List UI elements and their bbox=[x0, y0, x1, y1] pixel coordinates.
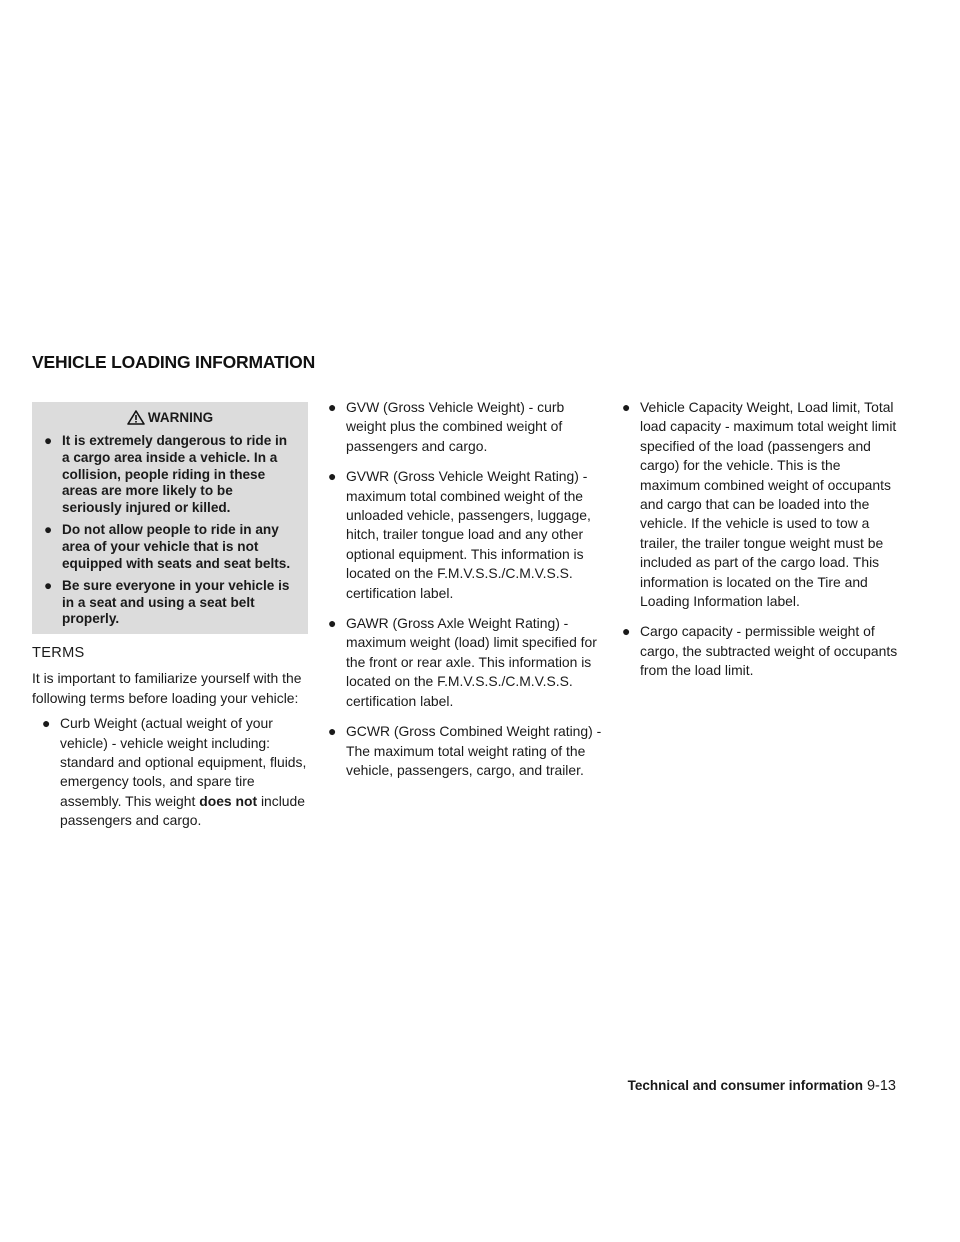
list-item bbox=[328, 614, 603, 711]
warning-item bbox=[44, 578, 296, 628]
warning-box bbox=[32, 402, 308, 634]
column-3 bbox=[622, 398, 900, 692]
list-item-text: GVWR (Gross Vehicle Weight Rating) - maximum total combined weight of the unloaded vehicle, passengers, luggage, hitch, trailer tongue load and any other optional equipment. This information is located on the F.M.V.S.S./C.M.V.S.S. certification label. bbox=[346, 468, 591, 601]
section-title: VEHICLE LOADING INFORMATION bbox=[32, 352, 316, 372]
column-1 bbox=[32, 398, 308, 842]
warning-item-text: Do not allow people to ride in any area of your vehicle that is not equipped with seats and seat belts. bbox=[62, 522, 291, 571]
curb-weight-text: Curb Weight (actual weight of your vehicle) - vehicle weight including: standard and optional equipment, fluids, emergency tools, and spare tire assembly. This weight bbox=[60, 715, 307, 809]
bullet: ● bbox=[328, 615, 337, 632]
bullet: ● bbox=[622, 399, 631, 415]
bullet: ● bbox=[328, 723, 337, 740]
bullet: ● bbox=[622, 623, 631, 640]
list-item-text: Vehicle Capacity Weight, Load limit, Total load capacity - maximum total weight limit specified of the load (passengers and cargo) for the vehicle. This is the maximum combined weight of occupants and cargo that can be loaded into the vehicle. If the vehicle is used to tow a trailer, the trailer tongue weight must be included as part of the cargo load. This information is located on the Tire and Loading Information label. bbox=[640, 399, 897, 610]
terms-heading: TERMS bbox=[32, 644, 85, 661]
list-item bbox=[622, 622, 900, 680]
list-item bbox=[622, 398, 900, 611]
warning-item bbox=[44, 433, 296, 516]
page-footer bbox=[600, 1078, 896, 1094]
list-item-text: GCWR (Gross Combined Weight rating) - The maximum total weight rating of the vehicle, passengers, cargo, and trailer. bbox=[346, 723, 602, 778]
warning-heading-text: WARNING bbox=[147, 410, 214, 425]
bullet: ● bbox=[328, 468, 337, 485]
bullet: ● bbox=[44, 522, 53, 538]
list-item-text: Cargo capacity - permissible weight of cargo, the subtracted weight of occupants from the load limit. bbox=[640, 623, 898, 679]
footer-section-label: Technical and consumer information bbox=[627, 1078, 863, 1093]
list-item bbox=[328, 398, 603, 456]
warning-heading bbox=[44, 408, 296, 427]
page-number: 9-13 bbox=[866, 1078, 896, 1094]
list-item-text: GAWR (Gross Axle Weight Rating) - maximum weight (load) limit specified for the front or rear axle. This information is located on the F.M.V.S.S./C.M.V.S.S. certification label. bbox=[346, 615, 597, 709]
curb-weight-text-end: include passengers and cargo. bbox=[60, 792, 305, 829]
warning-item bbox=[44, 522, 296, 572]
terms-intro: It is important to familiarize yourself with the following terms before loading your vehicle: bbox=[32, 670, 302, 706]
warning-item-text: It is extremely dangerous to ride in a cargo area inside a vehicle. In a collision, people riding in these areas are more likely to be seriously injured or killed. bbox=[62, 433, 288, 515]
bullet: ● bbox=[44, 433, 53, 449]
bullet: ● bbox=[328, 399, 337, 415]
column-2 bbox=[328, 398, 603, 791]
list-item-text: GVW (Gross Vehicle Weight) - curb weight plus the combined weight of passengers and cargo. bbox=[346, 399, 565, 454]
bullet: ● bbox=[42, 715, 51, 732]
list-item bbox=[328, 722, 603, 780]
list-item-curb-weight bbox=[42, 714, 308, 830]
curb-weight-emphasis: does not bbox=[199, 792, 258, 809]
list-item bbox=[328, 467, 603, 603]
warning-triangle-icon bbox=[127, 410, 145, 425]
warning-item-text: Be sure everyone in your vehicle is in a seat and using a seat belt properly. bbox=[62, 578, 290, 627]
bullet: ● bbox=[44, 578, 53, 594]
